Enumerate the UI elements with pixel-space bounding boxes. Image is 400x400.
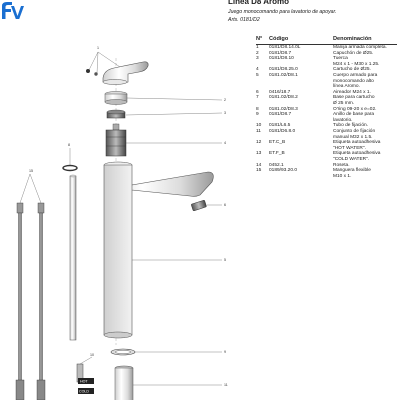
handle-part — [103, 62, 148, 85]
column-header-code: Código — [269, 36, 289, 42]
denomination-line: O'ring 09-20 x e=02. — [333, 106, 377, 112]
part-number: 10 — [256, 123, 262, 129]
part-number: 12 — [256, 140, 262, 146]
base-ring-part — [111, 349, 135, 355]
part-number: 8 — [256, 106, 259, 112]
part-code: 0181.02/D8.1 — [269, 73, 298, 78]
part-denomination — [333, 129, 398, 140]
part-number: 13 — [256, 151, 262, 157]
denomination-line: manual M32 x 1.5. — [333, 134, 373, 140]
denomination-line: Tuerca — [333, 56, 348, 62]
cap-nut-part — [105, 92, 127, 105]
fixing-set-part — [115, 366, 133, 400]
denomination-line: Base para cartucho — [333, 95, 375, 101]
denomination-line: línea Aromo. — [333, 84, 360, 90]
part-code: 0181.02/D8.2 — [269, 95, 298, 101]
product-subtitle: Juego monocomando para lavatorio de apoyar. — [228, 9, 337, 15]
part-denomination — [333, 151, 398, 162]
denomination-line: M10 x 1. — [333, 173, 352, 179]
denomination-line: Conjunto de fijación — [333, 129, 376, 134]
part-code: 0181/D8.7 — [269, 112, 292, 118]
callout-15: 15 — [29, 169, 33, 173]
aerator-part — [191, 200, 206, 211]
denomination-line: Etiqueta autoadhesiva — [333, 140, 381, 146]
callout-2: 2 — [224, 98, 226, 102]
denomination-line: Ø 25 mm. — [333, 100, 355, 106]
part-code: 0181/D8.25.0 — [269, 67, 298, 73]
part-number: 6 — [256, 89, 259, 95]
part-code: 0181/D8.14.0L — [269, 45, 301, 50]
denomination-line: M24 x 1 - M30 x 1.25. — [333, 61, 380, 67]
part-code: 0189/93.20.0 — [269, 168, 298, 174]
denomination-line: lavatorio. — [333, 117, 353, 123]
part-number: 5 — [256, 73, 259, 78]
denomination-line: Tubo de fijación. — [333, 123, 369, 129]
callout-4: 4 — [224, 141, 226, 145]
faucet-body-part — [104, 162, 213, 338]
denomination-line: "COLD WATER". — [333, 156, 370, 162]
part-number: 1 — [256, 45, 259, 50]
part-denomination — [333, 140, 398, 151]
part-number: 3 — [256, 56, 259, 62]
cap-icon — [94, 72, 97, 75]
cartridge-part — [106, 124, 126, 156]
denomination-line: Etiqueta autoadhesiva — [333, 151, 381, 157]
part-code: 0452.1 — [269, 162, 284, 168]
part-code: 0181.02/D8.3 — [269, 106, 298, 112]
part-code: 0416/18.7 — [269, 89, 291, 95]
water-labels — [78, 378, 94, 394]
flexible-hoses-part — [16, 203, 45, 400]
callout-6: 6 — [224, 203, 226, 207]
part-code: 0181/L6.5 — [269, 123, 291, 129]
denomination-line: Anillo de base para — [333, 112, 375, 118]
part-number: 14 — [256, 162, 262, 168]
part-code: 0181/D6.8.0 — [269, 129, 296, 134]
callout-8: 8 — [68, 143, 70, 147]
callout-5: 5 — [224, 258, 226, 262]
part-denomination — [333, 73, 398, 90]
callout-11: 11 — [224, 383, 228, 387]
part-code: 0181/D8.10 — [269, 56, 294, 62]
screw-icon — [86, 69, 90, 73]
part-denomination — [333, 56, 398, 67]
part-code: ET.F_B — [269, 151, 285, 157]
page-title: Línea D8 Aromo — [228, 0, 290, 6]
article-code: Arts. 0181/D2 — [228, 17, 260, 23]
denomination-line: Manguera flexible — [333, 168, 371, 174]
cold-label: COLD — [79, 389, 89, 394]
part-number: 11 — [256, 129, 261, 134]
column-header-denomination: Denominación — [333, 36, 372, 42]
fixing-tube-part — [70, 175, 76, 340]
denomination-line: Roseta. — [333, 162, 350, 168]
part-number: 15 — [256, 168, 262, 174]
part-denomination — [333, 95, 398, 106]
oring-part — [63, 166, 77, 171]
part-number: 2 — [256, 50, 259, 56]
part-number: 4 — [256, 67, 259, 73]
denomination-line: monocomando alto — [333, 78, 374, 84]
denomination-line: Cartucho de Ø25. — [333, 67, 371, 73]
part-code: ET.C_B — [269, 140, 286, 146]
denomination-line: Aireador M24 x 1. — [333, 89, 371, 95]
callout-10: 10 — [90, 353, 94, 357]
callout-3: 3 — [224, 111, 226, 115]
denomination-line: "HOT WATER". — [333, 145, 366, 151]
part-number: 9 — [256, 112, 259, 118]
part-denomination — [333, 112, 398, 123]
part-code: 0181/D8.7 — [269, 50, 292, 56]
nut-part — [107, 110, 125, 118]
part-denomination — [333, 168, 398, 179]
denomination-line: Capuchón de Ø25. — [333, 50, 374, 56]
column-header-number: N° — [256, 36, 263, 42]
denomination-line: Manija armada completa. — [333, 45, 387, 50]
part-number: 7 — [256, 95, 259, 101]
denomination-line: Cuerpo armado para — [333, 73, 378, 78]
callout-1: 1 — [97, 46, 99, 50]
callout-9: 9 — [224, 350, 226, 354]
hot-label: HOT — [80, 379, 88, 384]
